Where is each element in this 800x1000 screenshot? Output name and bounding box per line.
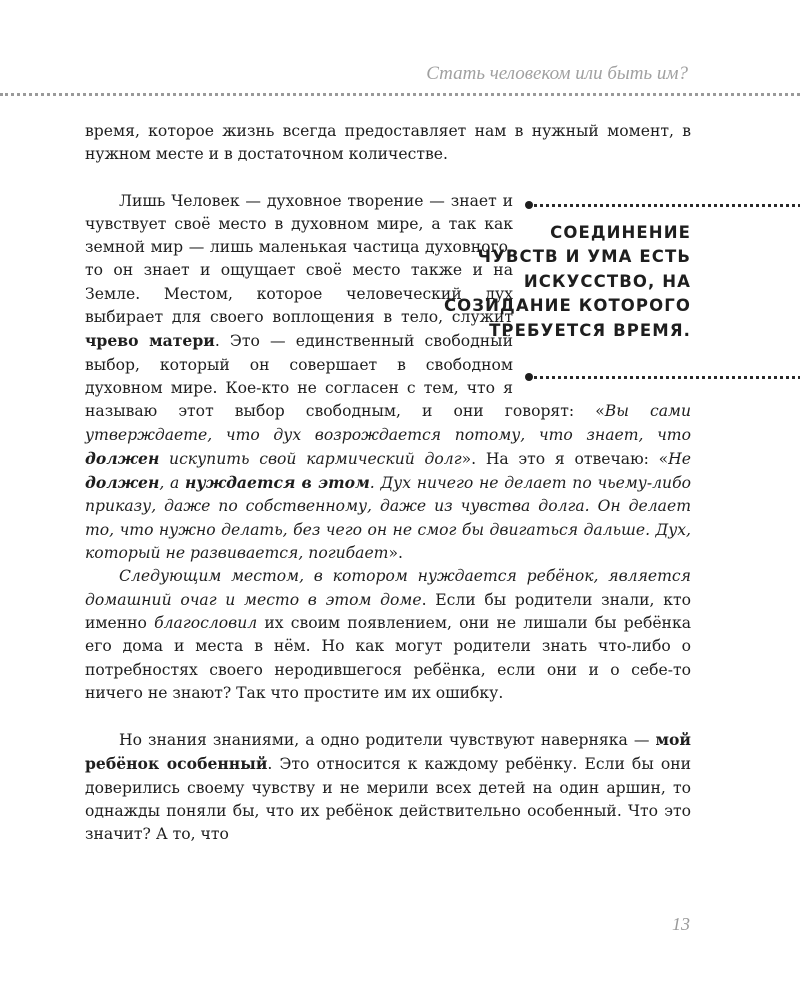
paragraph-2: СОЕДИНЕНИЕ ЧУВСТВ И УМА ЕСТЬ ИСКУССТВО, НА СОЗИДАНИЕ КОТОРОГО ТРЕБУЕТСЯ ВРЕМЯ. Лишь Человек — духовное творение — знает и чувствует своё место в духовном мире, а так как земной мир — лишь маленькая частица духовного, то он знает и ощущает своё место также и на Земле. Местом, которое человеческий дух выбирает для своего воплощения в тело, служит чрево матери. Это — единственный свободный выбор, который он совершает в свободном духовном мире. Кое-кто не согласен с тем, что я называю этот выбор свободным, и они говорят: «Вы сами утверждаете, что дух возрождается потому, что знает, что должен искупить свой кармический долг». На это я отвечаю: «Не должен, а нуждается в этом. Дух ничего не делает по чьему-либо приказу, даже по собственному, даже из чувства долга. Он делает то, что нужно делать, без чего он не смог бы двигаться дальше. Дух, который не развивается, погибает». <box>85 190 691 566</box>
running-title: Стать человеком или быть им? <box>426 63 688 84</box>
emphasis-womb: чрево матери <box>85 331 215 351</box>
pull-quote-box <box>443 197 800 383</box>
emphasis-my-child-special: мой ребёнок особенный <box>85 730 691 774</box>
header-dotted-rule <box>0 93 800 96</box>
emphasis-must: должен <box>85 448 160 468</box>
paragraph-1: время, которое жизнь всегда предоставляет нам в нужный момент, в нужном месте и в достаточном количестве. <box>85 122 691 164</box>
emphasis-must-2: должен <box>85 473 160 493</box>
pull-quote: СОЕДИНЕНИЕ ЧУВСТВ И УМА ЕСТЬ ИСКУССТВО, НА СОЗИДАНИЕ КОТОРОГО ТРЕБУЕТСЯ ВРЕМЯ. <box>443 222 691 340</box>
emphasis-needs-it: нуждается в этом <box>185 473 370 493</box>
paragraph-3: Следующим местом, в котором нуждается ребёнок, является домашний очаг и место в этом доме. Если бы родители знали, кто именно благословил их своим появлением, они не лишали бы ребёнка его дома и места в нём. Но как могут родители знать что-либо о потребностях своего неродившегося ребёнка, если они и о себе-то ничего не знают? Так что простите им их ошибку. <box>85 567 691 702</box>
bullet-dot-bottom <box>525 373 533 381</box>
body-text <box>85 120 691 847</box>
paragraph-4: Но знания знаниями, а одно родители чувствуют наверняка — мой ребёнок особенный. Это относится к каждому ребёнку. Если бы они доверились своему чувству и не мерили всех детей на один аршин, то однажды поняли бы, что их ребёнок действительно особенный. Что это значит? А то, что <box>85 730 691 844</box>
pull-quote-bottom-rule <box>527 376 800 379</box>
page-number: 13 <box>672 914 690 934</box>
pull-quote-top-rule <box>527 204 800 207</box>
bullet-dot-top <box>525 201 533 209</box>
